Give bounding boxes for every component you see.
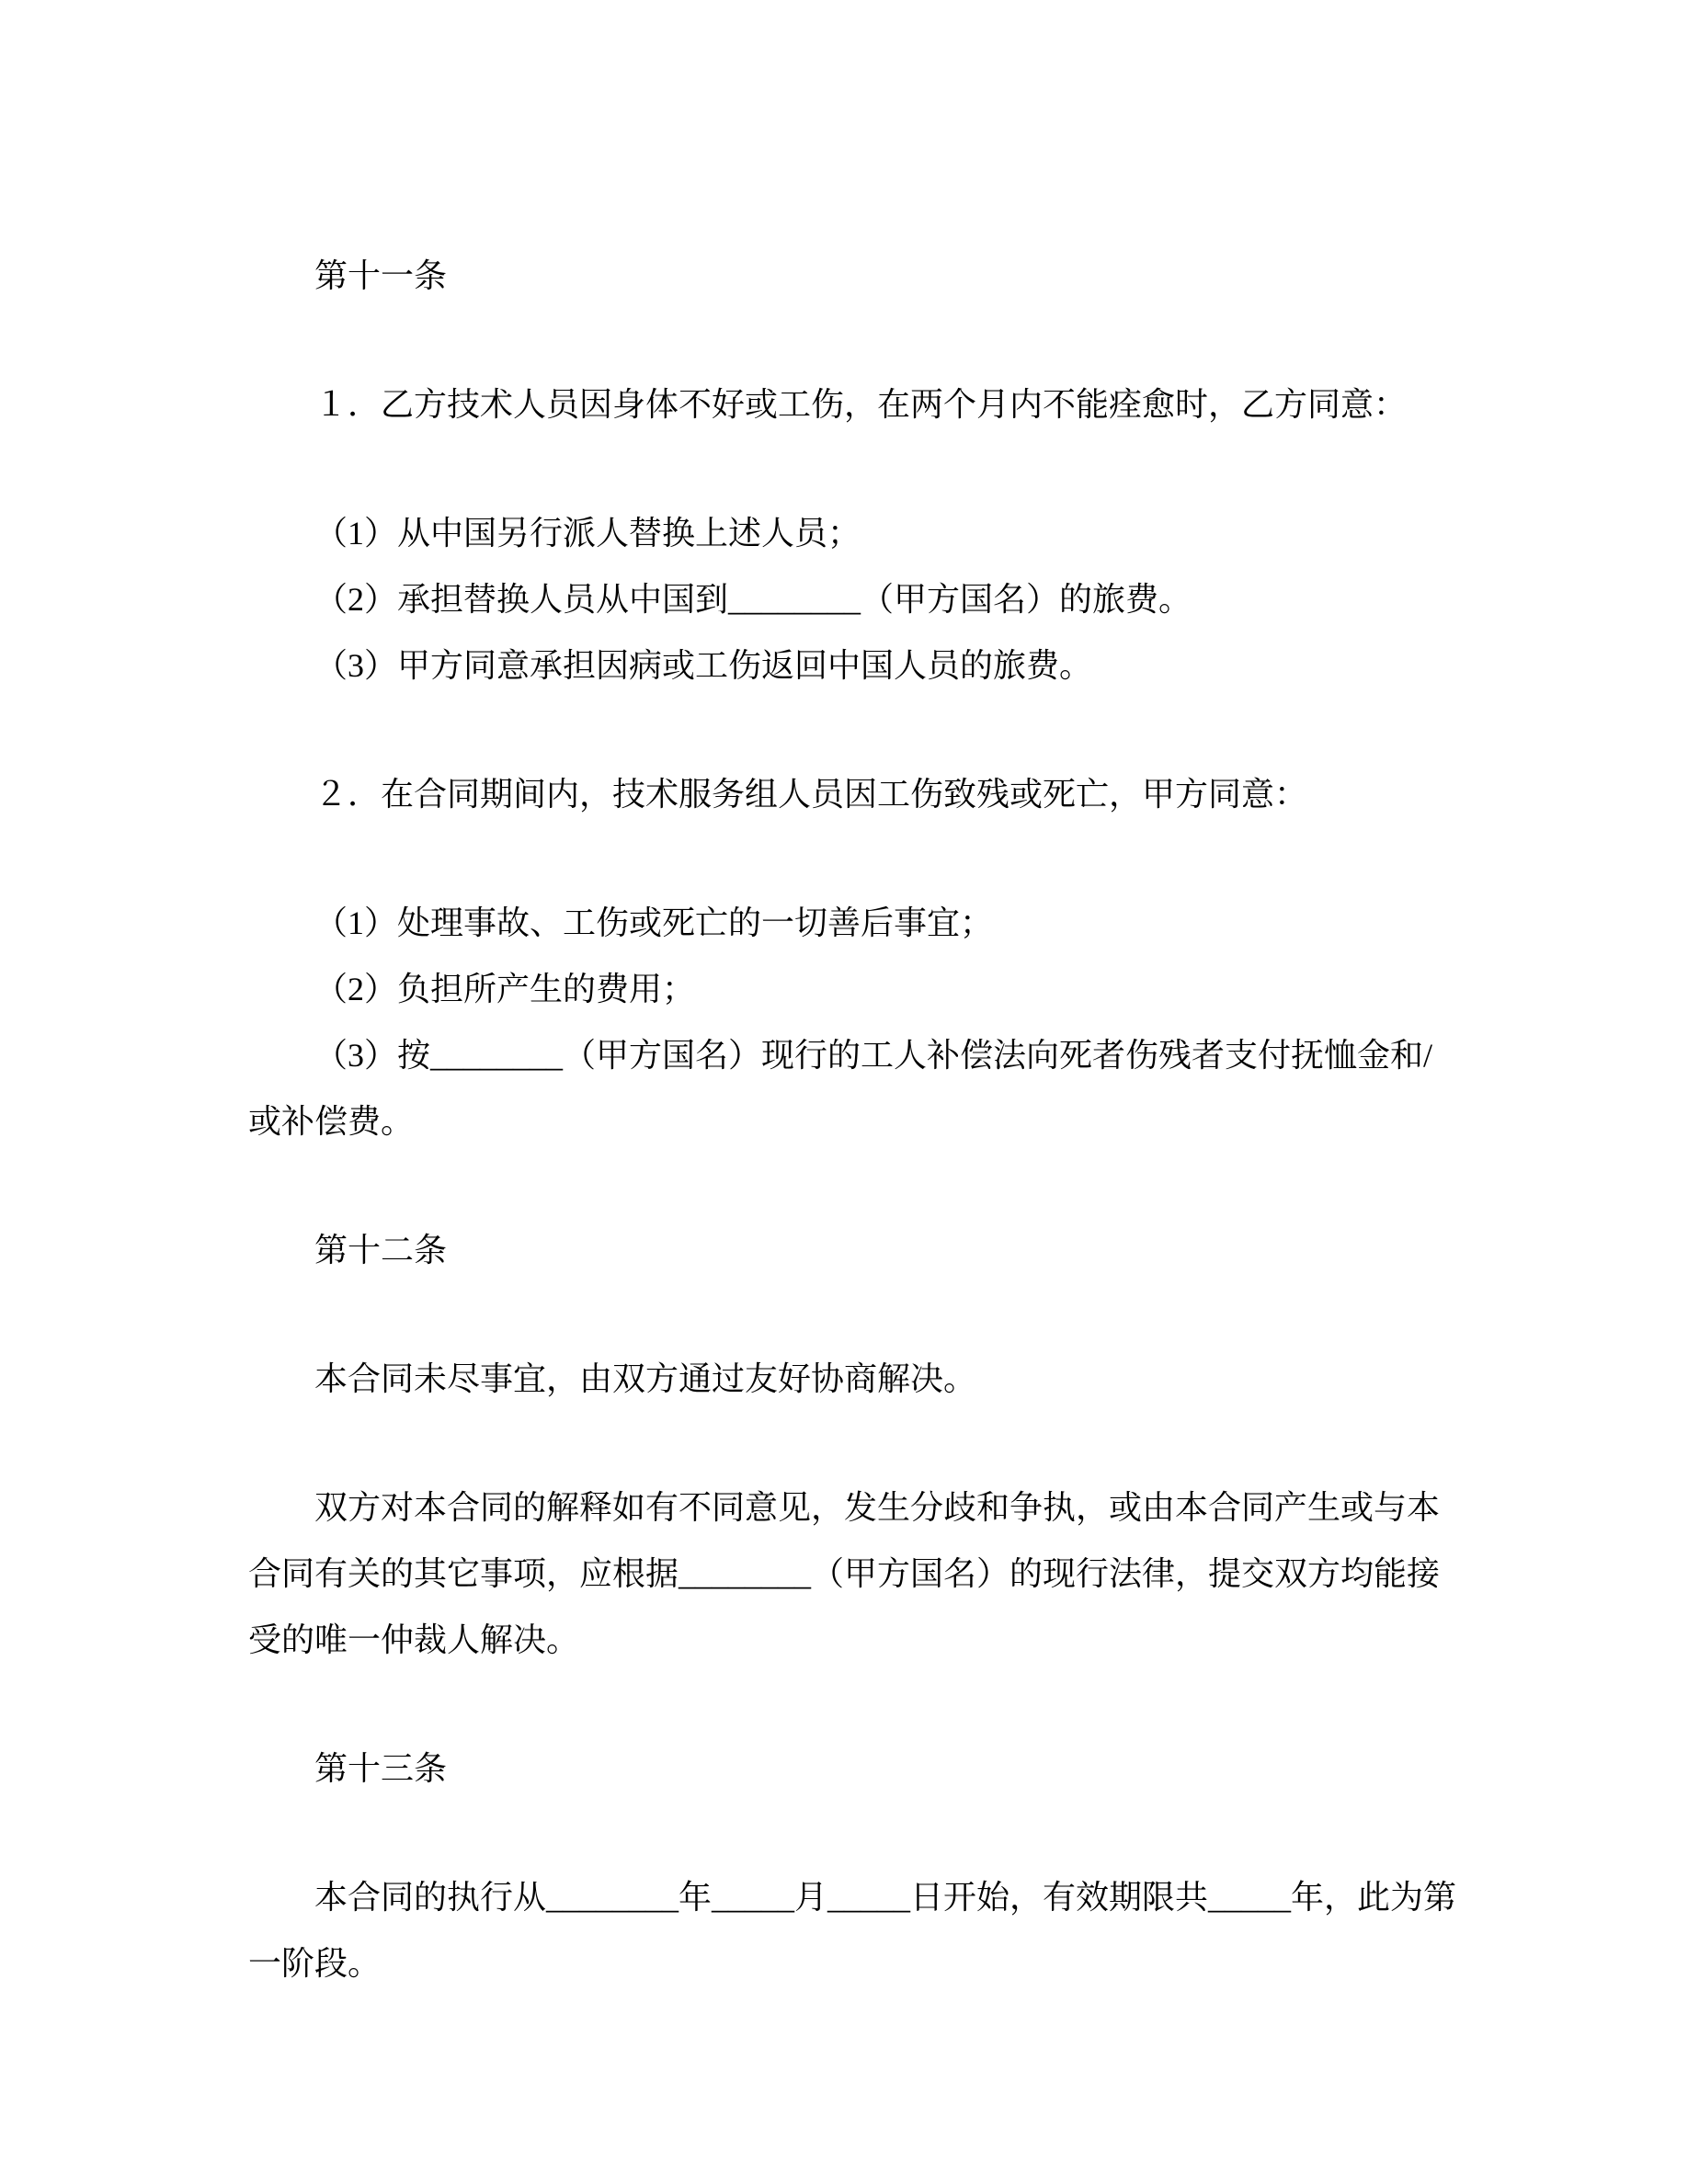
article-13-heading [248, 1735, 1440, 1802]
text-line: 本合同未尽事宜，由双方通过友好协商解决。 [314, 1360, 977, 1397]
text-line: 第十二条 [314, 1232, 448, 1268]
article-12-heading [248, 1217, 1440, 1283]
article-13-paragraph [248, 1864, 1457, 1996]
text-line: 一阶段。 [248, 1945, 382, 1982]
article-11-clause-2 [248, 761, 1440, 827]
text-line: （3）甲方同意承担因病或工伤返回中国人员的旅费。 [314, 647, 1093, 684]
text-line: 双方对本合同的解释如有不同意见，发生分歧和争执，或由本合同产生或与本 [314, 1489, 1441, 1526]
text-line: 第十三条 [314, 1750, 448, 1787]
text-line: （2）承担替换人员从中国到________（甲方国名）的旅费。 [314, 581, 1192, 618]
text-line: （1）从中国另行派人替换上述人员； [314, 515, 861, 552]
contract-body [248, 243, 1457, 1996]
article-12-paragraph-2 [248, 1474, 1440, 1673]
article-12-paragraph-1 [248, 1346, 1440, 1412]
text-line: １．乙方技术人员因身体不好或工伤，在两个月内不能痊愈时，乙方同意： [314, 386, 1408, 423]
article-11-heading [248, 243, 1440, 309]
article-11-clause-2-items [248, 890, 1440, 1155]
text-line: ２．在合同期间内，技术服务组人员因工伤致残或死亡，甲方同意： [314, 776, 1308, 813]
text-line: 本合同的执行从________年_____月_____日开始，有效期限共_____年，此为第 [314, 1879, 1457, 1916]
text-line: 第十一条 [314, 257, 448, 294]
text-line: 或补偿费。 [248, 1103, 415, 1140]
text-line: （3）按________（甲方国名）现行的工人补偿法向死者伤残者支付抚恤金和/ [314, 1037, 1433, 1074]
article-11-clause-1 [248, 371, 1440, 438]
text-line: 合同有关的其它事项，应根据________（甲方国名）的现行法律，提交双方均能接 [248, 1555, 1441, 1592]
text-line: （2）负担所产生的费用； [314, 971, 696, 1007]
text-line: （1）处理事故、工伤或死亡的一切善后事宜； [314, 904, 994, 941]
text-line: 受的唯一仲裁人解决。 [248, 1621, 580, 1658]
article-11-clause-1-items [248, 500, 1440, 699]
